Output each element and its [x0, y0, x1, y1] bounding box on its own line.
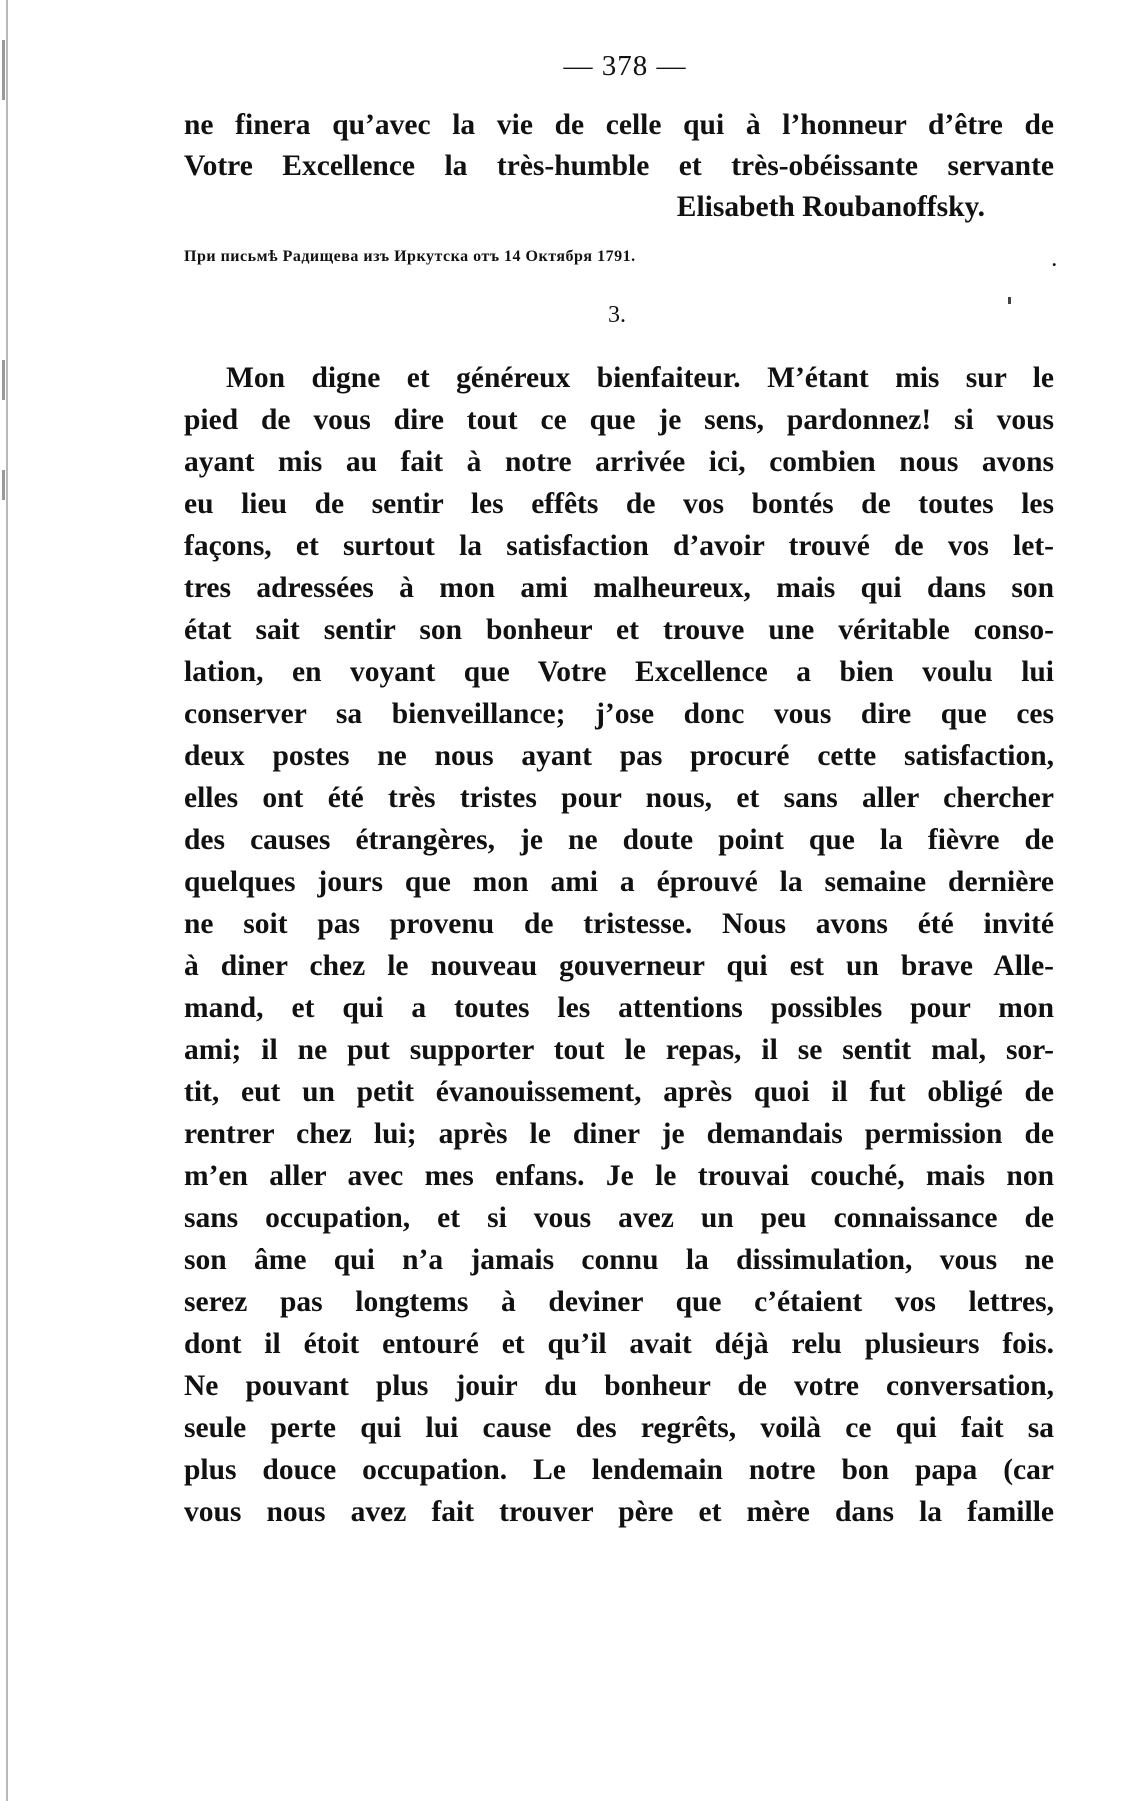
text-line: ami; il ne put supporter tout le repas, il se sentit mal, sor- — [184, 1034, 1054, 1066]
text-line: tit, eut un petit évanouissement, après quoi il fut obligé de — [184, 1076, 1054, 1108]
text-line: lation, en voyant que Votre Excellence a bien voulu lui — [184, 656, 1054, 688]
text-line: Ne pouvant plus jouir du bonheur de votre conversation, — [184, 1370, 1054, 1402]
scan-speck — [1008, 297, 1011, 304]
text-line: pied de vous dire tout ce que je sens, pardonnez! si vous — [184, 404, 1054, 436]
scan-edge-line — [6, 0, 8, 1801]
text-line: Votre Excellence la très-humble et très-obéissante servante — [184, 150, 1054, 182]
section-number: 3. — [608, 302, 626, 328]
text-line: des causes étrangères, je ne doute point que la fièvre de — [184, 824, 1054, 856]
text-line: façons, et surtout la satisfaction d’avoir trouvé de vos let- — [184, 530, 1054, 562]
text-line: eu lieu de sentir les effêts de vos bontés de toutes les — [184, 488, 1054, 520]
text-line: quelques jours que mon ami a éprouvé la semaine dernière — [184, 866, 1054, 898]
text-line: ne soit pas provenu de tristesse. Nous avons été invité — [184, 908, 1054, 940]
text-line: sans occupation, et si vous avez un peu connaissance de — [184, 1202, 1054, 1234]
text-line: état sait sentir son bonheur et trouve une véritable conso- — [184, 614, 1054, 646]
text-line: seule perte qui lui cause des regrêts, voilà ce qui fait sa — [184, 1412, 1054, 1444]
text-line: m’en aller avec mes enfans. Je le trouvai couché, mais non — [184, 1160, 1054, 1192]
text-line: conserver sa bienveillance; j’ose donc vous dire que ces — [184, 698, 1054, 730]
signature: Elisabeth Roubanoffsky. — [676, 191, 985, 223]
footnote: При письмѣ Радищева изъ Иркутска отъ 14 Октября 1791. — [184, 248, 636, 265]
text-line: rentrer chez lui; après le diner je demandais permission de — [184, 1118, 1054, 1150]
text-line: vous nous avez fait trouver père et mère dans la famille — [184, 1496, 1054, 1528]
text-line: serez pas longtems à deviner que c’étaient vos lettres, — [184, 1286, 1054, 1318]
scan-edge-mark — [2, 360, 5, 400]
text-line: à diner chez le nouveau gouverneur qui est un brave Alle- — [184, 950, 1054, 982]
text-line: deux postes ne nous ayant pas procuré cette satisfaction, — [184, 740, 1054, 772]
scan-edge-mark — [2, 470, 5, 500]
text-line: ayant mis au fait à notre arrivée ici, combien nous avons — [184, 446, 1054, 478]
text-line: dont il étoit entouré et qu’il avait déjà relu plusieurs fois. — [184, 1328, 1054, 1360]
page-number: — 378 — — [563, 50, 687, 82]
text-line: son âme qui n’a jamais connu la dissimulation, vous ne — [184, 1244, 1054, 1276]
text-line: Mon digne et généreux bienfaiteur. M’étant mis sur le — [226, 362, 1054, 394]
text-line: elles ont été très tristes pour nous, et sans aller chercher — [184, 782, 1054, 814]
text-line: plus douce occupation. Le lendemain notre bon papa (car — [184, 1454, 1054, 1486]
footnote-mark: . — [1052, 250, 1057, 270]
text-line: mand, et qui a toutes les attentions possibles pour mon — [184, 992, 1054, 1024]
text-line: ne finera qu’avec la vie de celle qui à l’honneur d’être de — [184, 109, 1054, 141]
scan-edge-mark — [2, 40, 5, 100]
text-line: tres adressées à mon ami malheureux, mais qui dans son — [184, 572, 1054, 604]
